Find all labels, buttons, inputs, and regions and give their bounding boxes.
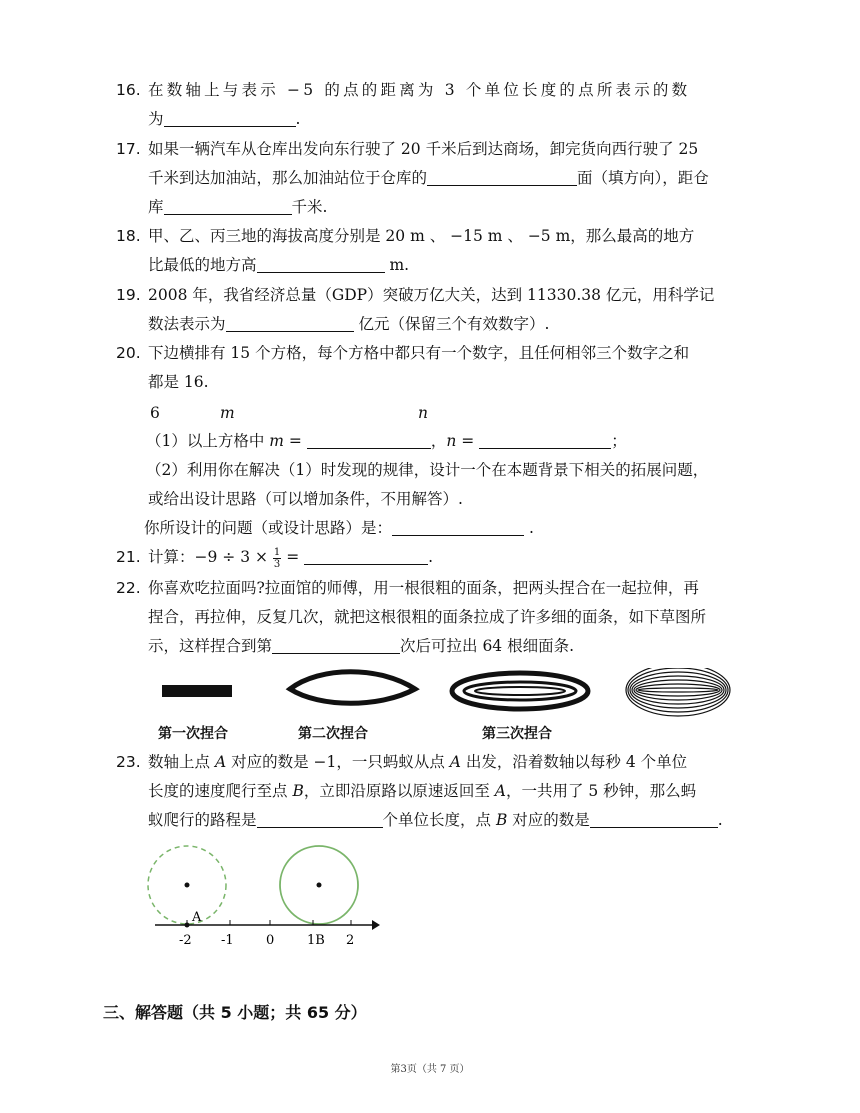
axis-arrow [372,920,380,930]
tick-label: 0 [266,933,275,948]
fraction-denominator: 3 [273,558,281,570]
question-text: 2008 年，我省经济总量（GDP）突破万亿大关，达到 11330.38 亿元，用科学记 [148,286,715,304]
question-text: 数法表示为 [148,315,226,333]
question-text: = [284,432,307,450]
question-text: 你喜欢吃拉面吗?拉面馆的师傅，用一根很粗的面条，把两头捏合在一起拉伸，再 [148,579,699,597]
variable: A [214,753,227,771]
question-text: ； [611,432,627,450]
question-text: 蚁爬行的路程是 [148,811,257,829]
question-text: 面（填方向），距仓 [577,169,709,187]
point-a-dot [185,923,190,928]
question-number: 22. [116,579,141,597]
noodle-figure [150,668,750,724]
answer-blank[interactable] [164,198,292,215]
noodle-stage-4 [626,668,730,716]
question-text: （2）利用你在解决（1）时发现的规律，设计一个在本题背景下相关的拓展问题， [146,461,709,479]
question-text: 出发，沿着数轴以每秒 4 个单位 [460,753,688,771]
tick-label: 2 [346,933,355,948]
variable: B [495,811,508,829]
tick-label: -2 [179,933,192,948]
question-text: ，立即沿原路以原速返回至 [303,782,495,800]
answer-blank[interactable] [427,169,577,186]
caption-stage-3: 第三次捏合 [482,726,552,742]
question-number: 20. [116,344,141,362]
question-text: 亿元（保留三个有效数字）. [353,315,550,333]
question-text: . [717,811,723,829]
question-text: 都是 16. [148,373,209,391]
noodle-stage-1 [162,685,232,697]
question-text: 千米到达加油站，那么加油站位于仓库的 [148,169,428,187]
section-heading: 三、解答题（共 5 小题；共 65 分） [103,1003,367,1022]
question-text: 库 [148,198,164,216]
question-number: 23. [116,753,141,771]
question-number: 19. [116,286,141,304]
question-text: 个单位长度，点 [382,811,496,829]
answer-blank[interactable] [164,110,296,127]
question-text: = [456,432,480,450]
question-text: 或给出设计思路（可以增加条件，不用解答）. [148,490,463,508]
page-footer: 第3页（共 7 页） [390,1064,470,1075]
variable: A [449,753,461,771]
question-number: 16. [116,81,141,99]
question-text: 数轴上点 [148,753,215,771]
caption-stage-1: 第一次捏合 [158,726,228,742]
variable: n [446,432,457,450]
question-text: 计算：−9 ÷ 3 × [148,548,273,566]
number-line-figure [140,840,390,950]
grid-value: n [418,404,428,422]
question-text: 在数轴上与表示 −5 的点的距离为 3 个单位长度的点所表示的数 [148,81,691,99]
question-text: 示，这样捏合到第 [148,637,273,655]
question-text: 长度的速度爬行至点 [148,782,293,800]
question-number: 17. [116,140,141,158]
question-text: 对应的数是 −1，一只蚂蚁从点 [226,753,450,771]
question-text: 你所设计的问题（或设计思路）是： [144,519,393,537]
fraction-numerator: 1 [273,546,281,558]
question-text: 千米. [291,198,328,216]
question-text: 如果一辆汽车从仓库出发向东行驶了 20 千米后到达商场，卸完货向西行驶了 25 [148,140,699,158]
answer-blank[interactable] [257,256,385,273]
question-text: . [295,110,301,128]
question-text: . [428,548,434,566]
grid-value: m [220,404,235,422]
question-text: 对应的数是 [507,811,590,829]
question-text: ，一共用了 5 秒钟，那么蚂 [505,782,697,800]
question-text: 捏合，再拉伸，反复几次，就把这根很粗的面条拉成了许多细的面条，如下草图所 [148,608,707,626]
question-number: 21. [116,548,141,566]
question-text: （1）以上方格中 [146,432,270,450]
question-text: 下边横排有 15 个方格，每个方格中都只有一个数字，且任何相邻三个数字之和 [148,344,690,362]
variable: A [494,782,506,800]
grid-value: 6 [150,404,160,422]
answer-blank[interactable] [392,519,524,536]
answer-blank[interactable] [257,811,383,828]
question-text: 比最低的地方高 [148,256,257,274]
point-a-label: A [192,910,202,925]
circle-center-dot [185,883,190,888]
question-text: m. [384,256,410,274]
circle-center-dot [317,883,322,888]
tick-label: 1B [307,933,325,948]
tick-label: -1 [221,933,234,948]
question-text: 甲、乙、丙三地的海拔高度分别是 20 m 、 −15 m 、 −5 m，那么最高的地方 [148,227,695,245]
caption-stage-2: 第二次捏合 [298,726,368,742]
variable: B [292,782,304,800]
answer-blank[interactable] [307,432,431,449]
answer-blank[interactable] [590,811,718,828]
question-number: 18. [116,227,141,245]
answer-blank[interactable] [304,548,428,565]
question-text: 次后可拉出 64 根细面条. [400,637,575,655]
answer-blank[interactable] [479,432,611,449]
answer-blank[interactable] [226,315,354,332]
question-text: ， [430,432,447,450]
question-text: = [281,548,305,566]
question-text: . [524,519,534,537]
noodle-stage-3 [452,673,588,709]
question-text: 为 [148,110,164,128]
variable: m [269,432,284,450]
noodle-stage-2 [290,672,415,704]
answer-blank[interactable] [272,637,400,654]
